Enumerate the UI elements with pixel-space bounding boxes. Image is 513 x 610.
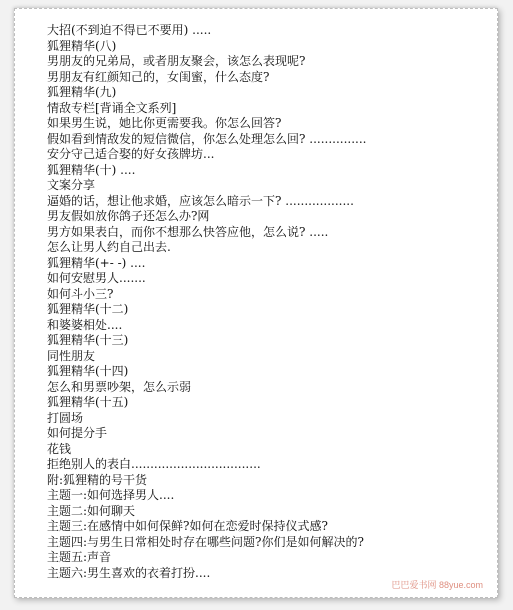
- text-line: 如果男生说，她比你更需要我。你怎么回答?: [47, 116, 282, 130]
- text-line: 主题六:男生喜欢的衣着打扮....: [47, 565, 211, 580]
- text-line: 主题三:在感情中如何保鲜?如何在恋爱时保持仪式感?: [47, 519, 328, 533]
- text-line: 狐狸精华(九): [47, 85, 117, 99]
- text-line: 狐狸精华(十) ....: [47, 162, 136, 177]
- text-line: 逼婚的话，想让他求婚，应该怎么暗示一下? ..................: [47, 193, 354, 208]
- text-line: 同性朋友: [47, 348, 96, 363]
- text-line: 狐狸精华(八): [47, 38, 117, 53]
- watermark: 巴巴爱书网 88yue.com: [391, 580, 483, 590]
- document-page: [14, 8, 498, 598]
- text-line: 如何提分手: [47, 426, 108, 440]
- text-line: 狐狸精华(+- -) ....: [47, 255, 146, 270]
- text-line: 主题五:声音: [47, 550, 112, 564]
- text-line: 主题一:如何选择男人....: [47, 488, 175, 502]
- text-line: 打圆场: [47, 410, 84, 425]
- text-line: 附:狐狸精的号干货: [47, 472, 148, 487]
- text-line: 怎么让男人约自己出去.: [47, 240, 171, 254]
- text-line: 如何安慰男人.......: [47, 271, 146, 285]
- text-line: 花钱: [47, 441, 72, 456]
- text-line: 男方如果表白，而你不想那么快答应他，怎么说? .....: [47, 224, 329, 239]
- text-line: 拒绝别人的表白..................................: [47, 457, 261, 471]
- text-line: 大招(不到迫不得已不要用) .....: [47, 23, 212, 37]
- text-line: 主题四:与男生日常相处时存在哪些问题?你们是如何解决的?: [47, 534, 364, 549]
- text-line: 文案分享: [47, 178, 96, 192]
- text-line: 狐狸精华(十五): [47, 395, 129, 409]
- text-line: 狐狸精华(十三): [47, 333, 129, 347]
- text-line: 如何斗小三?: [47, 286, 114, 301]
- text-line: 男朋友有红颜知己的，女闺蜜，什么态度?: [47, 69, 270, 84]
- text-line: 假如看到情敌发的短信微信，你怎么处理怎么回? ...............: [47, 131, 367, 146]
- text-line: 男友假如放你鸽子还怎么办?网: [47, 209, 210, 223]
- document-body: [47, 23, 487, 581]
- text-line: 狐狸精华(十四): [47, 364, 129, 378]
- text-line: 男朋友的兄弟局，或者朋友聚会，该怎么表现呢?: [47, 54, 306, 68]
- text-line: 安分守己适合娶的好女孩牌坊...: [47, 147, 215, 161]
- text-line: 怎么和男票吵架，怎么示弱: [47, 379, 192, 394]
- text-line: 和婆婆相处....: [47, 317, 123, 332]
- text-line: 狐狸精华(十二): [47, 302, 129, 316]
- text-line: 主题二:如何聊天: [47, 503, 136, 518]
- text-line: 情敌专栏[背诵全文系列]: [47, 100, 177, 115]
